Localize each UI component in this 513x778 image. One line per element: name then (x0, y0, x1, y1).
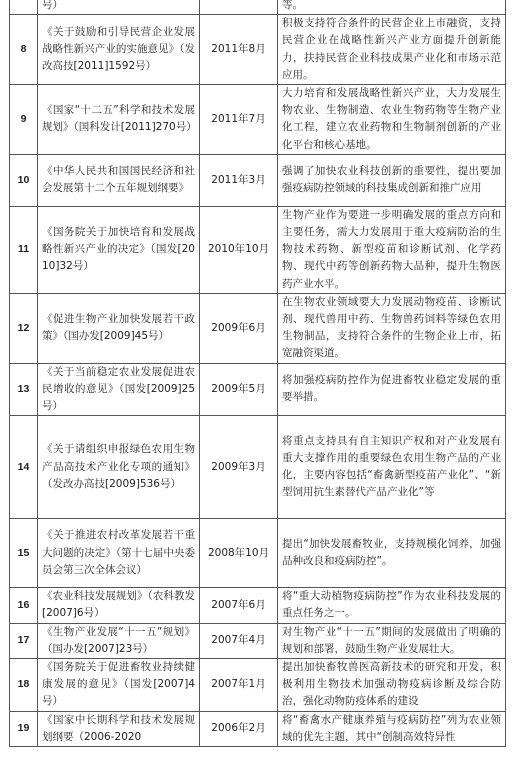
row-number-cell: 13 (10, 363, 38, 416)
policy-title-cell: 《关于鼓励和引导民营企业发展战略性新兴产业的实施意见》（发改高技[2011]1592号） (38, 15, 200, 85)
issue-date-cell: 2008年10月 (200, 519, 278, 588)
table-row (10, 519, 506, 588)
table-row (10, 206, 506, 293)
policy-description-cell: 等。 (278, 0, 506, 15)
policy-title-cell: 《国家中长期科学和技术发展规划纲要（2006-2020 (38, 711, 200, 746)
policy-description-cell: 强调了加快农业科技创新的重要性，提出要加强疫病防控领域的科技集成创新和推广应用 (278, 154, 506, 206)
policy-title-cell: 《国家“十二五”科学和技术发展规划》（国科发计[2011]270号） (38, 85, 200, 155)
policy-title-cell: 《关于当前稳定农业发展促进农民增收的意见》（国发[2009]25号） (38, 363, 200, 416)
table-row (10, 711, 506, 746)
issue-date-cell: 2009年5月 (200, 363, 278, 416)
table-row (10, 0, 506, 15)
table-row (10, 363, 506, 416)
policy-description-cell: 将“重大动植物疫病防控”作为农业科技发展的重点任务之一。 (278, 588, 506, 623)
policy-title-cell: 号） (38, 0, 200, 15)
policy-title-cell: 《农业科技发展规划》（农科教发[2007]6号） (38, 588, 200, 623)
policy-description-cell: 将重点支持具有自主知识产权和对产业发展有重大支撑作用的重要绿色农用生物产品的产业化，主要内容包括“畜禽新型疫苗产业化”、“新型饲用抗生素替代产品产业化”等 (278, 416, 506, 519)
policy-description-cell: 将加强疫病防控作为促进畜牧业稳定发展的重要举措。 (278, 363, 506, 416)
table-row (10, 85, 506, 155)
policy-title-cell: 《关于推进农村改革发展若干重大问题的决定》（第十七届中央委员会第三次全体会议） (38, 519, 200, 588)
row-number-cell: 19 (10, 711, 38, 746)
issue-date-cell: 2007年4月 (200, 623, 278, 658)
policy-description-cell: 将“畜禽水产健康养殖与疫病防控”列为农业领域的优先主题，其中“创制高效特异性 (278, 711, 506, 746)
row-number-cell: 12 (10, 293, 38, 363)
policy-description-cell: 对生物产业“十一五”期间的发展做出了明确的规划和部署，鼓励生物产业发展壮大。 (278, 623, 506, 658)
issue-date-cell (200, 0, 278, 15)
row-number-cell: 14 (10, 416, 38, 519)
row-number-cell: 15 (10, 519, 38, 588)
issue-date-cell: 2009年3月 (200, 416, 278, 519)
policy-description-cell: 生物产业作为要进一步明确发展的重点方向和主要任务，需大力发展用于重大疫病防治的生物技术药物、新型疫苗和诊断试剂、化学药物、现代中药等创新药物大品种，提升生物医药产业水平。 (278, 206, 506, 293)
policy-title-cell: 《国务院关于促进畜牧业持续健康发展的意见》（国发[2007]4号） (38, 659, 200, 712)
table-row (10, 15, 506, 85)
table-row (10, 416, 506, 519)
policy-title-cell: 《促进生物产业加快发展若干政策》（国办发[2009]45号） (38, 293, 200, 363)
row-number-cell: 9 (10, 85, 38, 155)
table-row (10, 623, 506, 658)
table-row (10, 659, 506, 712)
policy-description-cell: 提出加快畜牧兽医高新技术的研究和开发，积极利用生物技术加强动物疫病诊断及综合防治，强化动物防疫体系的建设 (278, 659, 506, 712)
policy-table (9, 0, 506, 747)
policy-title-cell: 《生物产业发展“十一五”规划》（国办发[2007]23号） (38, 623, 200, 658)
issue-date-cell: 2011年3月 (200, 154, 278, 206)
table-row (10, 154, 506, 206)
row-number-cell: 17 (10, 623, 38, 658)
policy-description-cell: 积极支持符合条件的民营企业上市融资，支持民营企业在战略性新兴产业方面提升创新能力，扶持民营企业科技成果产业化和市场示范应用。 (278, 15, 506, 85)
row-number-cell: 8 (10, 15, 38, 85)
policy-description-cell: 提出“加快发展畜牧业，支持规模化饲养，加强品种改良和疫病防控”。 (278, 519, 506, 588)
row-number-cell: 18 (10, 659, 38, 712)
issue-date-cell: 2011年8月 (200, 15, 278, 85)
issue-date-cell: 2007年6月 (200, 588, 278, 623)
row-number-cell: 11 (10, 206, 38, 293)
table-row (10, 293, 506, 363)
row-number-cell (10, 0, 38, 15)
issue-date-cell: 2009年6月 (200, 293, 278, 363)
row-number-cell: 10 (10, 154, 38, 206)
policy-table-body (10, 0, 506, 747)
issue-date-cell: 2006年2月 (200, 711, 278, 746)
row-number-cell: 16 (10, 588, 38, 623)
policy-title-cell: 《关于请组织申报绿色农用生物产品高技术产业化专项的通知》（发改办高技[2009]536号） (38, 416, 200, 519)
table-row (10, 588, 506, 623)
issue-date-cell: 2010年10月 (200, 206, 278, 293)
policy-title-cell: 《中华人民共和国国民经济和社会发展第十二个五年规划纲要》 (38, 154, 200, 206)
policy-description-cell: 在生物农业领域要大力发展动物疫苗、诊断试剂、现代兽用中药、生物兽药饲料等绿色农用生物制品，支持符合条件的生物企业上市，拓宽融资渠道。 (278, 293, 506, 363)
issue-date-cell: 2011年7月 (200, 85, 278, 155)
policy-description-cell: 大力培育和发展战略性新兴产业，大力发展生物农业、生物制造、农业生物药物等生物产业化工程，建立农业药物和生物制剂创新的产业化平台和核心基地。 (278, 85, 506, 155)
issue-date-cell: 2007年1月 (200, 659, 278, 712)
policy-title-cell: 《国务院关于加快培育和发展战略性新兴产业的决定》（国发[2010]32号） (38, 206, 200, 293)
